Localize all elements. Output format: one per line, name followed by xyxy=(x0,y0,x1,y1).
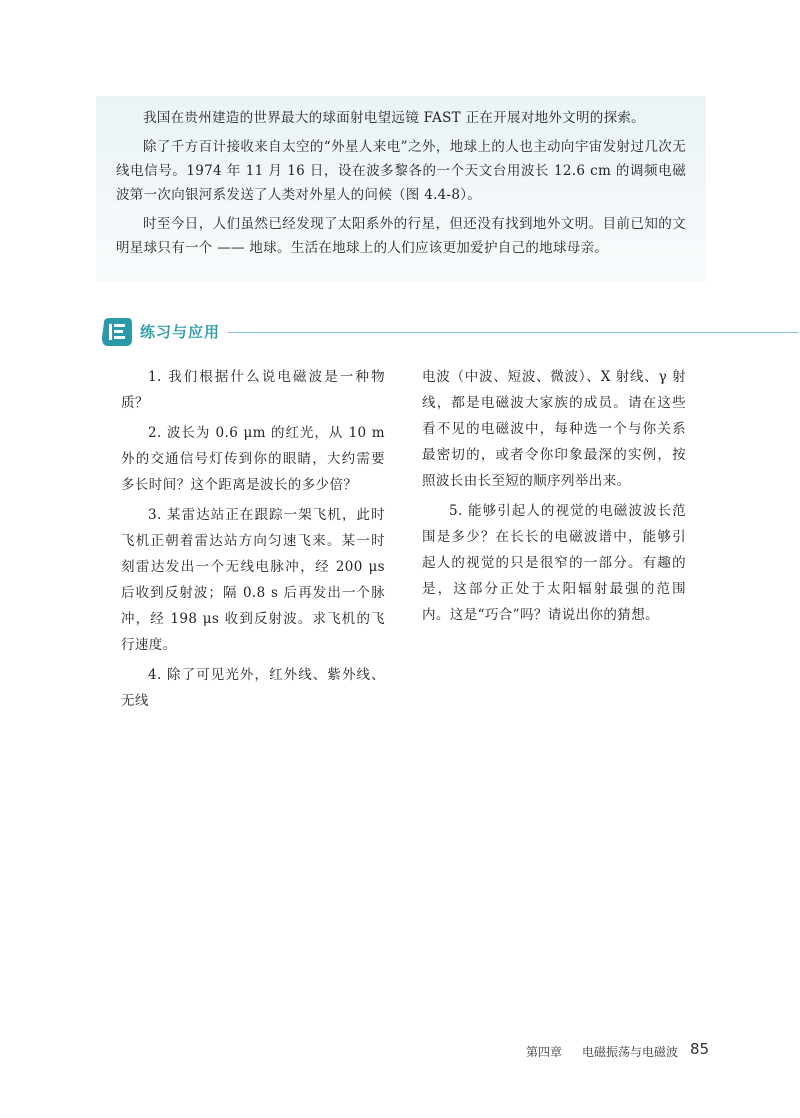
page-number: 85 xyxy=(690,1040,710,1058)
exercises-left-column xyxy=(121,364,385,718)
box-paragraph-1: 我国在贵州建造的世界最大的球面射电望远镜 FAST 正在开展对地外文明的探索。 xyxy=(143,110,645,126)
reading-box xyxy=(96,96,706,282)
exercise-4-continued: 电波（中波、短波、微波）、X 射线、γ 射线，都是电磁波大家族的成员。请在这些看不见的电磁波中，每种选一个与你关系最密切的，或者令你印象最深的实例，按照波长由长至短的顺序列举出来。 xyxy=(422,369,686,489)
footer-chapter: 第四章 xyxy=(526,1045,563,1059)
exercise-3: 3. 某雷达站正在跟踪一架飞机，此时飞机正朝着雷达站方向匀速飞来。某一时刻雷达发出一个无线电脉冲，经 200 μs 后收到反射波；隔 0.8 s 后再发出一个脉冲，经 198 μs 收到反射波。求飞机的飞行速度。 xyxy=(121,507,385,653)
footer-chapter-title: 电磁振荡与电磁波 xyxy=(582,1045,679,1059)
exercise-5: 5. 能够引起人的视觉的电磁波波长范围是多少？在长长的电磁波谱中，能够引起人的视觉的只是很窄的一部分。有趣的是，这部分正处于太阳辐射最强的范围内。这是“巧合”吗？请说出你的猜想。 xyxy=(422,503,686,623)
section-divider xyxy=(228,332,798,333)
exercises-right-column xyxy=(422,364,686,632)
practice-icon xyxy=(100,316,134,348)
page-footer xyxy=(520,1040,720,1064)
box-paragraph-3: 时至今日，人们虽然已经发现了太阳系外的行星，但还没有找到地外文明。目前已知的文明星球只有一个 —— 地球。生活在地球上的人们应该更加爱护自己的地球母亲。 xyxy=(116,216,686,256)
section-title: 练习与应用 xyxy=(140,323,221,341)
exercise-4-start: 4. 除了可见光外，红外线、紫外线、无线 xyxy=(121,667,385,709)
exercise-2: 2. 波长为 0.6 μm 的红光，从 10 m 外的交通信号灯传到你的眼睛，大约需要多长时间？这个距离是波长的多少倍？ xyxy=(121,425,385,493)
section-header xyxy=(100,314,800,354)
box-paragraph-2: 除了千方百计接收来自太空的“外星人来电”之外，地球上的人也主动向宇宙发射过几次无线电信号。1974 年 11 月 16 日，设在波多黎各的一个天文台用波长 12.6 cm 的调频电磁波第一次向银河系发送了人类对外星人的问候（图 4.4-8）。 xyxy=(116,139,686,203)
exercise-1: 1. 我们根据什么说电磁波是一种物质？ xyxy=(121,369,385,411)
